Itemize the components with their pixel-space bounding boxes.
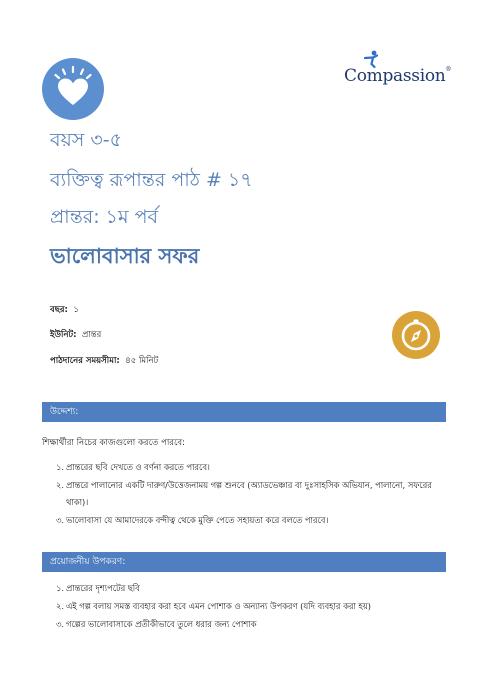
- meta-unit: [50, 328, 101, 342]
- materials-header: প্রয়োজনীয় উপকরণ:: [42, 552, 446, 572]
- page-title: ভালোবাসার সফর: [50, 244, 200, 268]
- objectives-header: উদ্দেশ্য:: [42, 402, 446, 422]
- list-item: ৩. গল্পের ভালোবাসাকে প্রতীকীভাবে তুলে ধরার জন্য পোশাক: [56, 619, 257, 629]
- year-label: বছর:: [50, 305, 68, 315]
- unit-label: ইউনিট:: [50, 330, 77, 340]
- logo-wordmark: Compassion®: [344, 66, 452, 86]
- heart-badge-icon: [42, 58, 104, 120]
- unit-value: প্রান্তর: [81, 330, 102, 340]
- part-heading: প্রান্তর: ১ম পর্ব: [50, 206, 159, 228]
- heart-icon: [42, 58, 104, 120]
- meta-year: [50, 303, 79, 317]
- compass-icon: [392, 311, 440, 359]
- list-item: ১. প্রান্তরের দৃশ্যপটের ছবি: [56, 583, 140, 593]
- meta-time: [50, 354, 158, 368]
- list-item: ১. প্রান্তরের ছবি দেখতে ও বর্ণনা করতে পারবে।: [56, 462, 210, 472]
- list-item: ২. এই গল্প বলায় সমস্ত ব্যবহার করা হবে এমন পোশাক ও অন্যান্য উপকরণ (যদি ব্যবহার করা হয়): [56, 601, 372, 611]
- list-item: ৩. ভালোবাসা যে আমাদেরকে বন্দীত্ব থেকে মুক্তি পেতে সহায়তা করে বলতে পারবে।: [56, 515, 329, 525]
- time-value: ৪৫ মিনিট: [125, 356, 159, 366]
- list-item: ২. প্রান্তরে পালানোর একটি দারুণ/উত্তেজনাময় গল্প শুনবে (অ্যাডভেঞ্চার বা দুঃসাহসিক অভিযান, পালানো, সফরের থাকা)।: [56, 480, 432, 507]
- objectives-intro: শিক্ষার্থীরা নিচের কাজগুলো করতে পারবে:: [42, 438, 185, 448]
- compass-badge-icon: [392, 311, 440, 359]
- materials-list: [42, 580, 446, 634]
- compassion-logo: [344, 50, 452, 90]
- year-value: ১: [73, 305, 79, 315]
- lesson-heading: ব্যক্তিত্ব রূপান্তর পাঠ # ১৭: [50, 169, 253, 191]
- time-label: পাঠদানের সময়সীমা:: [50, 356, 120, 366]
- age-heading: বয়স ৩-৫: [50, 129, 122, 151]
- objectives-list: [42, 459, 446, 530]
